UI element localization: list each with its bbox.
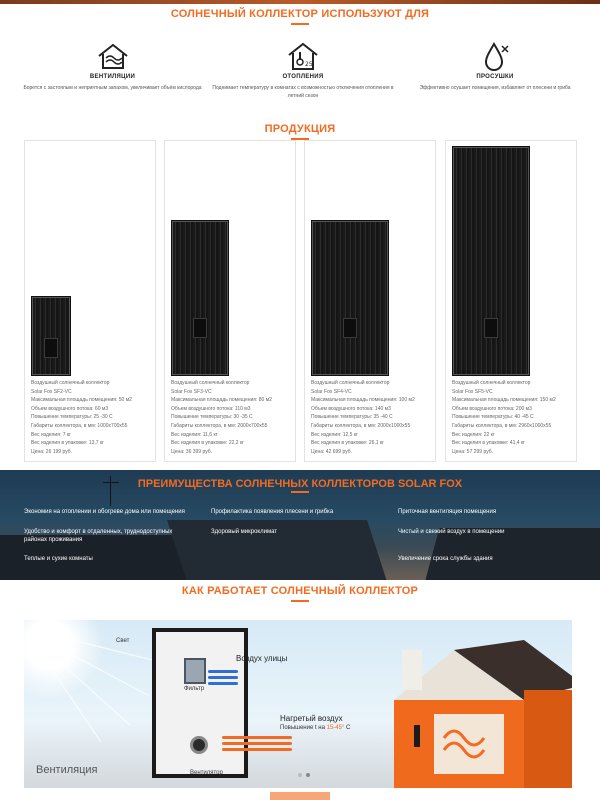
use-name: ВЕНТИЛЯЦИИ [89,74,136,80]
title-underline [291,491,309,493]
use-drying [405,40,585,92]
street-air-label: Воздух улицы [236,654,288,663]
advantages-section [0,470,600,580]
use-description: Борется с застоялым и неприятным запахом, увеличивает объём кислорода [23,85,202,91]
slider-dots[interactable] [296,764,312,782]
heat-rise-label: Повышение t на 15-45° С [280,725,351,731]
house-illustration [374,640,572,788]
product-card[interactable] [445,140,577,462]
use-heating [208,40,398,100]
advantage-item: Приточная вентиляция помещения [398,509,497,515]
advantages-title: ПРЕИМУЩЕСТВА СОЛНЕЧНЫХ КОЛЛЕКТОРОВ SOLAR FOX [137,478,463,490]
heated-air-label: Нагретый воздух [280,714,343,723]
advantage-item: Чистый и свежий воздух в помещении [398,529,505,535]
advantage-item: Увеличение срока службы здания [398,556,493,562]
filter-label: Фильтр [184,686,205,692]
hot-air-arrow [222,736,292,739]
mode-label: Вентиляция [36,764,98,776]
cold-air-arrow [208,670,238,673]
use-description: Поднимает температуру в комнатах с возможностью отключения отопления в летний сезон [212,85,394,99]
product-specs: Воздушный солнечный коллектор Solar Fox SF5-VC Максимальная площадь помещения: 150 м2 Объем воздушного потока: 200 м3 Повышение температуры: 40 -45 С Габариты коллектора, в мм: 2960х1000х55 Вес изделия: 22 кг Вес изделия в упаковке: 41,4 кг Цена: 57 299 руб. [452,380,556,455]
product-card[interactable] [24,140,156,462]
products-section-title: ПРОДУКЦИЯ [264,123,336,135]
collector-image [32,297,70,375]
collector-image [312,221,388,375]
title-underline [291,600,309,602]
how-it-works-diagram [24,620,572,788]
advantage-item: Профилактика появления плесени и грибка [211,509,334,515]
collector-cutaway [152,628,248,778]
ventilation-icon [96,40,130,72]
advantage-item: Экономия на отоплении и обогреве дома или помещения [24,509,185,515]
title-underline [291,23,309,25]
use-ventilation [20,40,205,92]
collector-image [172,221,228,375]
how-section-title: КАК РАБОТАЕТ СОЛНЕЧНЫЙ КОЛЛЕКТОР [181,585,419,597]
svg-text:25: 25 [305,61,313,68]
advantage-item: Здоровый микроклимат [211,529,278,535]
product-card[interactable] [304,140,436,462]
uses-section-title: СОЛНЕЧНЫЙ КОЛЛЕКТОР ИСПОЛЬЗУЮТ ДЛЯ [170,8,430,20]
advantage-item: Удобство и комфорт в отдаленных, труднодоступных районах проживания [24,529,173,543]
next-section-title-peek [270,792,330,800]
drying-icon [478,40,512,72]
filter-icon [184,658,206,684]
heating-icon [286,40,320,72]
light-label: Свет [116,638,130,644]
fan-icon [190,736,208,754]
top-banner-strip [0,0,600,4]
use-description: Эффективно осушает помещения, избавляет от плесени и гриба [419,85,571,91]
product-card[interactable] [164,140,296,462]
use-name: ОТОПЛЕНИЯ [282,74,324,80]
advantage-item: Теплые и сухие комнаты [24,556,93,562]
product-specs: Воздушный солнечный коллектор Solar Fox SF2-VC Максимальная площадь помещения: 50 м2 Объем воздушного потока: 60 м3 Повышение температуры: 25 -30 С Габариты коллектора, в мм: 1000х700х55 Вес изделия: 7 кг Вес изделия в упаковке: 13,7 кг Цена: 26 199 руб. [31,380,132,455]
fan-label: Вентилятор [190,770,223,776]
product-specs: Воздушный солнечный коллектор Solar Fox SF3-VC Максимальная площадь помещения: 80 м2 Объем воздушного потока: 110 м3 Повышение температуры: 30 -35 С Габариты коллектора, в мм: 2000х700х55 Вес изделия: 11,6 кг Вес изделия в упаковке: 22,2 кг Цена: 36 399 руб. [171,380,272,455]
collector-image [453,147,529,375]
product-specs: Воздушный солнечный коллектор Solar Fox SF4-VC Максимальная площадь помещения: 100 м2 Объем воздушного потока: 140 м3 Повышение температуры: 35 -40 С Габариты коллектора, в мм: 2000х1000х55 Вес изделия: 12,5 кг Вес изделия в упаковке: 26,1 кг Цена: 42 699 руб. [311,380,415,455]
use-name: ПРОСУШКИ [476,74,514,80]
